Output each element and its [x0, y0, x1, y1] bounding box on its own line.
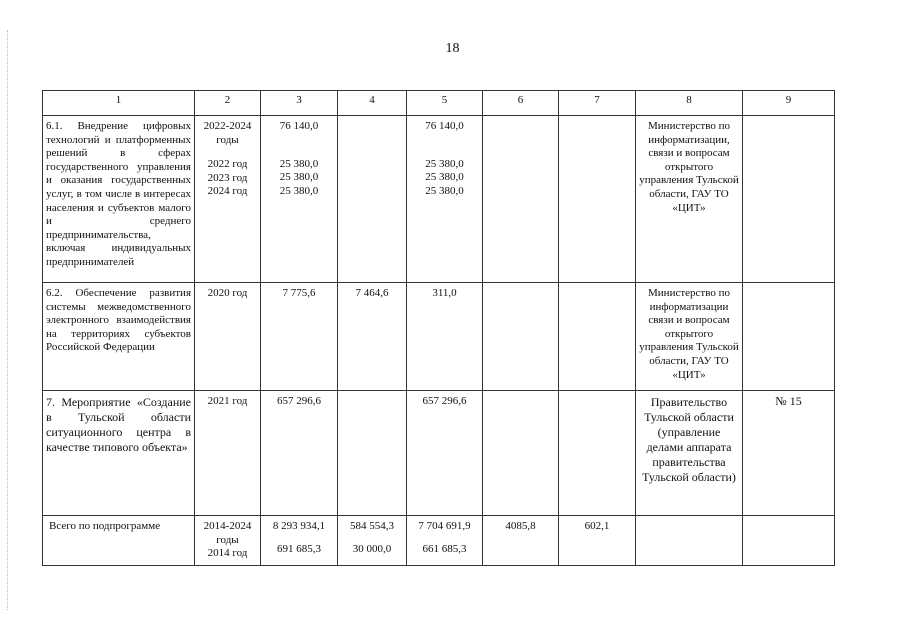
total-value: 7 775,6 [282, 287, 316, 299]
total-cell [261, 283, 338, 391]
other-cell [559, 391, 636, 516]
federal-value: 30 000,0 [352, 542, 392, 555]
other-cell [559, 116, 636, 283]
total-cell [261, 116, 338, 283]
period-value: 2024 год [207, 185, 248, 198]
header-cell: 6 [483, 91, 559, 116]
header-cell: 9 [743, 91, 835, 116]
margin-dotted-line [7, 30, 9, 610]
local-cell [483, 116, 559, 283]
regional-value: 311,0 [432, 287, 457, 299]
executor-cell: Правительство Тульской области (управление делами аппарата правительства Тульской области) [636, 391, 743, 516]
other-cell [559, 283, 636, 391]
executor-cell: Министерство по информатизации связи и вопросам открытого управления Тульской области, ГАУ ТО «ЦИТ» [636, 283, 743, 391]
executor-cell: Министерство по информатизации, связи и вопросам открытого управления Тульской области, ГАУ ТО «ЦИТ» [636, 116, 743, 283]
total-value: 25 380,0 [279, 157, 319, 170]
federal-cell [338, 283, 407, 391]
note-cell: № 15 [743, 391, 835, 516]
regional-value: 661 685,3 [422, 542, 467, 555]
period-cell [195, 516, 261, 566]
note-cell [743, 283, 835, 391]
header-cell: 7 [559, 91, 636, 116]
federal-value: 584 554,3 [350, 520, 394, 532]
total-value: 25 380,0 [279, 184, 319, 197]
table-row-total [43, 516, 835, 566]
period-cell [195, 283, 261, 391]
activity-name: 7. Мероприятие «Создание в Тульской области ситуационного центра в качестве типового объекта» [43, 391, 195, 516]
regional-value: 657 296,6 [422, 395, 467, 407]
regional-cell [407, 516, 483, 566]
header-cell: 1 [43, 91, 195, 116]
period-value: 2014 год [207, 547, 248, 560]
other-cell [559, 516, 636, 566]
period-value: 2023 год [207, 171, 248, 184]
activity-name: Всего по подпрограмме [43, 516, 195, 566]
period-value: 2014-2024 годы [203, 520, 252, 546]
period-value: 2021 год [207, 395, 248, 407]
table-row [43, 116, 835, 283]
regional-value: 76 140,0 [425, 120, 464, 132]
regional-cell [407, 283, 483, 391]
period-value: 2022 год [207, 158, 248, 171]
header-cell: 5 [407, 91, 483, 116]
header-cell: 4 [338, 91, 407, 116]
total-cell [261, 516, 338, 566]
period-cell [195, 391, 261, 516]
total-value: 76 140,0 [279, 120, 319, 132]
period-cell [195, 116, 261, 283]
regional-cell [407, 116, 483, 283]
activity-name: 6.2. Обеспечение развития системы межведомственного электронного взаимодействия на территориях субъектов Российской Федерации [43, 283, 195, 391]
note-cell [743, 516, 835, 566]
regional-cell [407, 391, 483, 516]
executor-cell [636, 516, 743, 566]
table-row [43, 283, 835, 391]
total-value: 691 685,3 [277, 542, 321, 555]
total-value: 657 296,6 [277, 395, 321, 407]
other-value: 602,1 [584, 520, 610, 532]
regional-value: 25 380,0 [425, 184, 464, 197]
header-cell: 8 [636, 91, 743, 116]
period-value: 2022-2024 годы [203, 120, 252, 146]
federal-cell [338, 391, 407, 516]
federal-value: 7 464,6 [355, 287, 389, 299]
local-cell [483, 283, 559, 391]
note-cell [743, 116, 835, 283]
period-value: 2020 год [207, 287, 248, 299]
header-cell: 2 [195, 91, 261, 116]
total-value: 8 293 934,1 [272, 520, 326, 532]
activity-name: 6.1. Внедрение цифровых технологий и платформенных решений в сферах государственного управления и оказания государственных услуг, в том числе в интересах населения и субъектов малого и среднего предпринимательства, включая индивидуальных предпринимателей [43, 116, 195, 283]
local-value: 4085,8 [505, 520, 536, 532]
regional-value: 25 380,0 [425, 157, 464, 170]
table-row [43, 391, 835, 516]
regional-value: 7 704 691,9 [418, 520, 471, 532]
regional-value: 25 380,0 [425, 171, 464, 184]
federal-cell [338, 116, 407, 283]
federal-cell [338, 516, 407, 566]
page-number: 18 [445, 41, 460, 56]
total-cell [261, 391, 338, 516]
total-value: 25 380,0 [279, 171, 319, 184]
local-cell [483, 391, 559, 516]
program-table [42, 90, 835, 566]
local-cell [483, 516, 559, 566]
header-row [43, 91, 835, 116]
header-cell: 3 [261, 91, 338, 116]
